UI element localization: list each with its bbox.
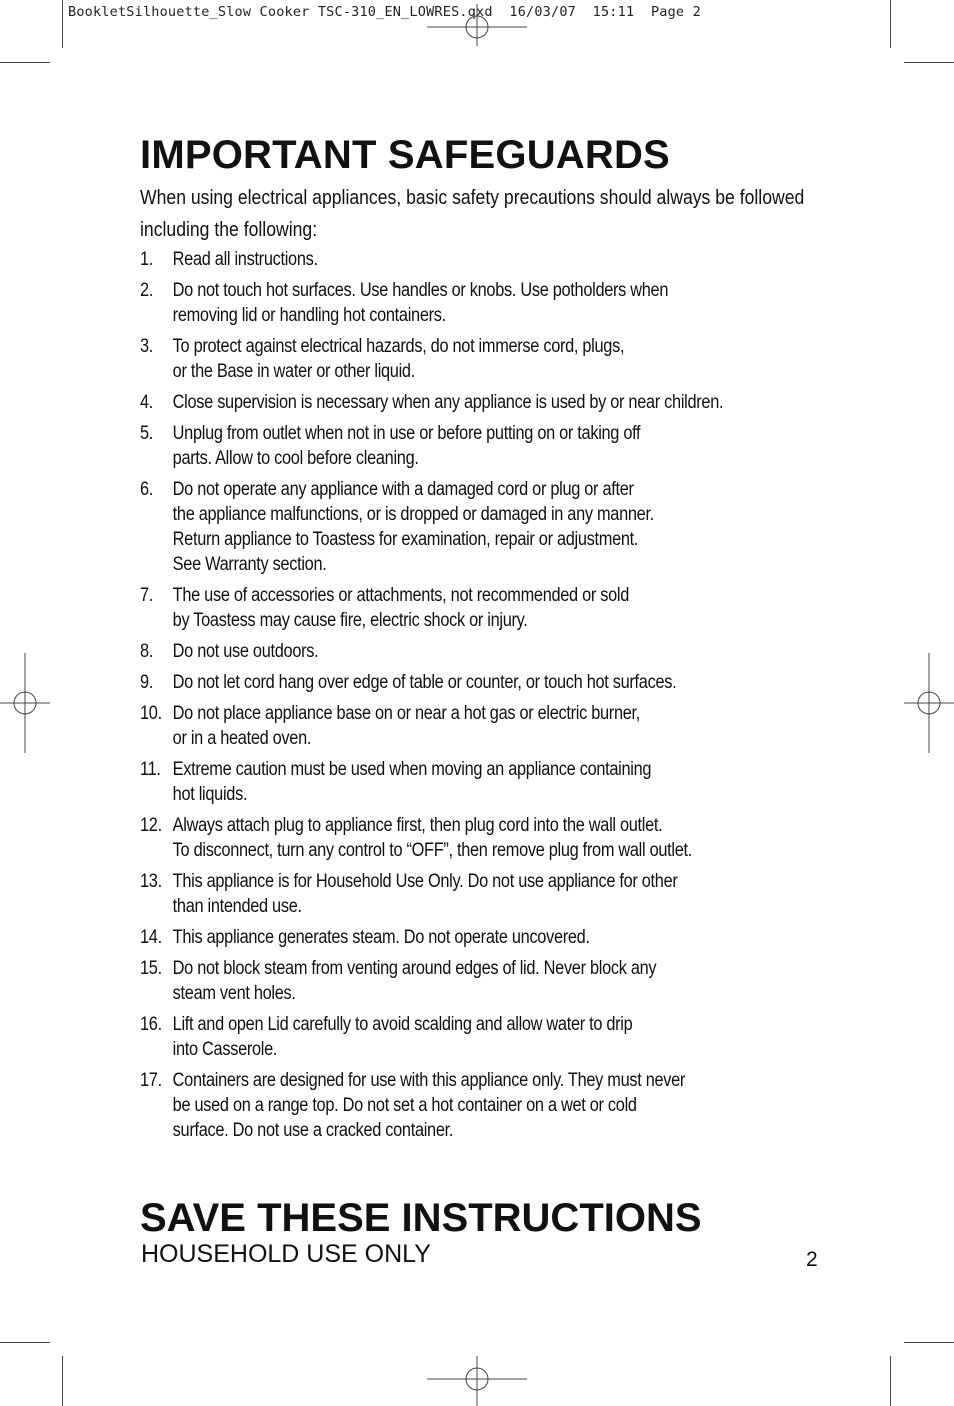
save-instructions-heading: SAVE THESE INSTRUCTIONS [140, 1196, 702, 1240]
list-item-number: 2. [140, 280, 154, 301]
household-use-label: HOUSEHOLD USE ONLY [141, 1240, 431, 1268]
print-slug-line: BookletSilhouette_Slow Cooker TSC-310_EN_LOWRES.qxd 16/03/07 15:11 Page 2 [68, 4, 701, 20]
registration-mark-top-icon [427, 4, 527, 46]
crop-mark-bottom-right-vertical [890, 1356, 891, 1406]
list-item-number: 14. [140, 927, 162, 948]
crop-mark-top-left-horizontal [0, 62, 50, 63]
list-item [140, 956, 852, 1006]
registration-mark-bottom-icon [427, 1356, 527, 1406]
list-item-number: 7. [140, 585, 154, 606]
list-item [140, 701, 852, 751]
list-item-text: This appliance is for Household Use Only. Do not use appliance for other than intended use. [172, 871, 678, 917]
list-item-text: Do not place appliance base on or near a hot gas or electric burner, or in a heated oven. [172, 703, 640, 749]
list-item-text: Lift and open Lid carefully to avoid scalding and allow water to drip into Casserole. [172, 1014, 633, 1060]
page-title: IMPORTANT SAFEGUARDS [140, 133, 670, 177]
list-item [140, 1068, 852, 1143]
crop-mark-top-right-vertical [890, 0, 891, 48]
list-item [140, 583, 852, 633]
list-item-number: 13. [140, 871, 162, 892]
list-item-number: 1. [140, 249, 154, 270]
crop-mark-bottom-right-horizontal [904, 1342, 954, 1343]
list-item-number: 16. [140, 1014, 162, 1035]
list-item-number: 6. [140, 479, 154, 500]
list-item-text: This appliance generates steam. Do not operate uncovered. [172, 927, 590, 948]
crop-mark-top-left-vertical [62, 0, 63, 48]
list-item-number: 12. [140, 815, 162, 836]
list-item-text: The use of accessories or attachments, not recommended or sold by Toastess may cause fire, electric shock or injury. [172, 585, 630, 631]
list-item [140, 1012, 852, 1062]
list-item-number: 5. [140, 423, 154, 444]
list-item-number: 11. [140, 759, 161, 780]
list-item [140, 639, 852, 664]
intro-paragraph: When using electrical appliances, basic safety precautions should always be followed including the following: [140, 187, 805, 241]
list-item-number: 8. [140, 641, 154, 662]
list-item-number: 3. [140, 336, 154, 357]
registration-mark-right-icon [904, 653, 954, 753]
list-item [140, 670, 852, 695]
list-item-number: 17. [140, 1070, 162, 1091]
list-item-text: Do not use outdoors. [172, 641, 319, 662]
list-item-text: Do not let cord hang over edge of table or counter, or touch hot surfaces. [172, 672, 677, 693]
list-item [140, 869, 852, 919]
list-item-number: 10. [140, 703, 162, 724]
crop-mark-top-right-horizontal [904, 62, 954, 63]
crop-mark-bottom-left-vertical [62, 1356, 63, 1406]
list-item-text: Read all instructions. [172, 249, 318, 270]
list-item-number: 15. [140, 958, 162, 979]
list-item [140, 390, 852, 415]
list-item-text: Containers are designed for use with this appliance only. They must never be used on a range top. Do not set a hot container on a wet or cold surface. Do not use a cracked container. [172, 1070, 686, 1141]
list-item [140, 925, 852, 950]
list-item-text: Extreme caution must be used when moving an appliance containing hot liquids. [172, 759, 652, 805]
list-item-text: Do not touch hot surfaces. Use handles or knobs. Use potholders when removing lid or handling hot containers. [172, 280, 669, 326]
registration-mark-left-icon [0, 653, 50, 753]
list-item [140, 421, 852, 471]
list-item [140, 757, 852, 807]
list-item-text: Close supervision is necessary when any appliance is used by or near children. [172, 392, 724, 413]
list-item-number: 4. [140, 392, 154, 413]
list-item [140, 278, 852, 328]
list-item [140, 334, 852, 384]
list-item-text: To protect against electrical hazards, do not immerse cord, plugs, or the Base in water or other liquid. [172, 336, 625, 382]
list-item-text: Do not operate any appliance with a damaged cord or plug or after the appliance malfunctions, or is dropped or damaged in any manner. Return appliance to Toastess for examination, repair or adjustment. See Warranty section. [172, 479, 654, 575]
list-item-text: Unplug from outlet when not in use or before putting on or taking off parts. Allow to cool before cleaning. [172, 423, 641, 469]
page-number: 2 [806, 1248, 818, 1271]
safeguards-list [140, 247, 820, 1149]
list-item-text: Do not block steam from venting around edges of lid. Never block any steam vent holes. [172, 958, 657, 1004]
crop-mark-bottom-left-horizontal [0, 1342, 50, 1343]
list-item [140, 477, 852, 577]
list-item-text: Always attach plug to appliance first, then plug cord into the wall outlet. To disconnect, turn any control to “OFF”, then remove plug from wall outlet. [172, 815, 692, 861]
list-item-number: 9. [140, 672, 154, 693]
list-item [140, 247, 852, 272]
list-item [140, 813, 852, 863]
